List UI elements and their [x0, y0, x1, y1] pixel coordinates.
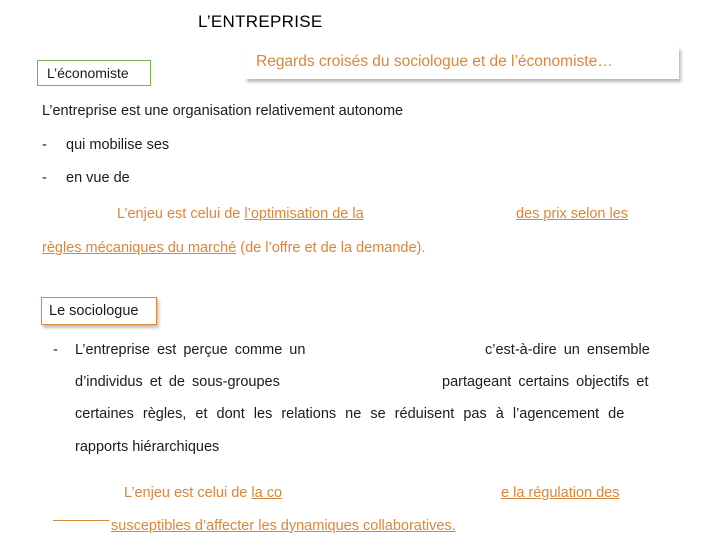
stake-link-prix: des prix selon les [516, 206, 629, 222]
page-title: L’ENTREPRISE [198, 12, 323, 31]
economist-label-box: L’économiste [37, 60, 151, 86]
line-text: L’entreprise est perçue comme un [75, 342, 306, 358]
sociologist-line-2a: d’individus et de sous-groupes [75, 374, 280, 390]
bullet-dash: - [42, 170, 47, 186]
subtitle-box: Regards croisés du sociologue et de l’économiste… [245, 47, 679, 79]
stake-prefix: L’enjeu est celui de [124, 485, 252, 501]
economist-bullet-1 [42, 137, 169, 153]
stake-prefix: L’enjeu est celui de [117, 206, 245, 222]
stake-link-optimisation: l’optimisation de la [244, 206, 364, 222]
underline-gap [53, 520, 109, 521]
stake-link-regles: règles mécaniques du marché [42, 240, 237, 256]
sociologist-line-3: certaines règles, et dont les relations ne se réduisent pas à l’agencement de [75, 406, 625, 422]
sociologist-label-box: Le sociologue [41, 297, 157, 325]
bullet-text: qui mobilise ses [66, 137, 170, 153]
stake-link-regulation: e la régulation des [501, 485, 620, 501]
sociologist-line-1b: c’est-à-dire un ensemble [485, 342, 650, 358]
sociologist-line-2b: partageant certains objectifs et [442, 374, 649, 390]
economist-stake-line-1 [117, 206, 364, 222]
bullet-dash: - [42, 137, 47, 153]
bullet-text: en vue de [66, 170, 130, 186]
economist-bullet-2 [42, 170, 130, 186]
economist-stake-line-2 [42, 240, 425, 256]
sociologist-stake-line-2: susceptibles d’affecter les dynamiques collaboratives. [111, 518, 456, 534]
bullet-dash: - [53, 342, 58, 358]
economist-definition: L’entreprise est une organisation relativement autonome [42, 103, 404, 119]
sociologist-line-1a [53, 342, 305, 358]
stake-link-cooperation: la co [251, 485, 283, 501]
stake-rest: (de l’offre et de la demande). [236, 240, 426, 256]
sociologist-stake-line-1 [124, 485, 282, 501]
sociologist-line-4: rapports hiérarchiques [75, 439, 220, 455]
